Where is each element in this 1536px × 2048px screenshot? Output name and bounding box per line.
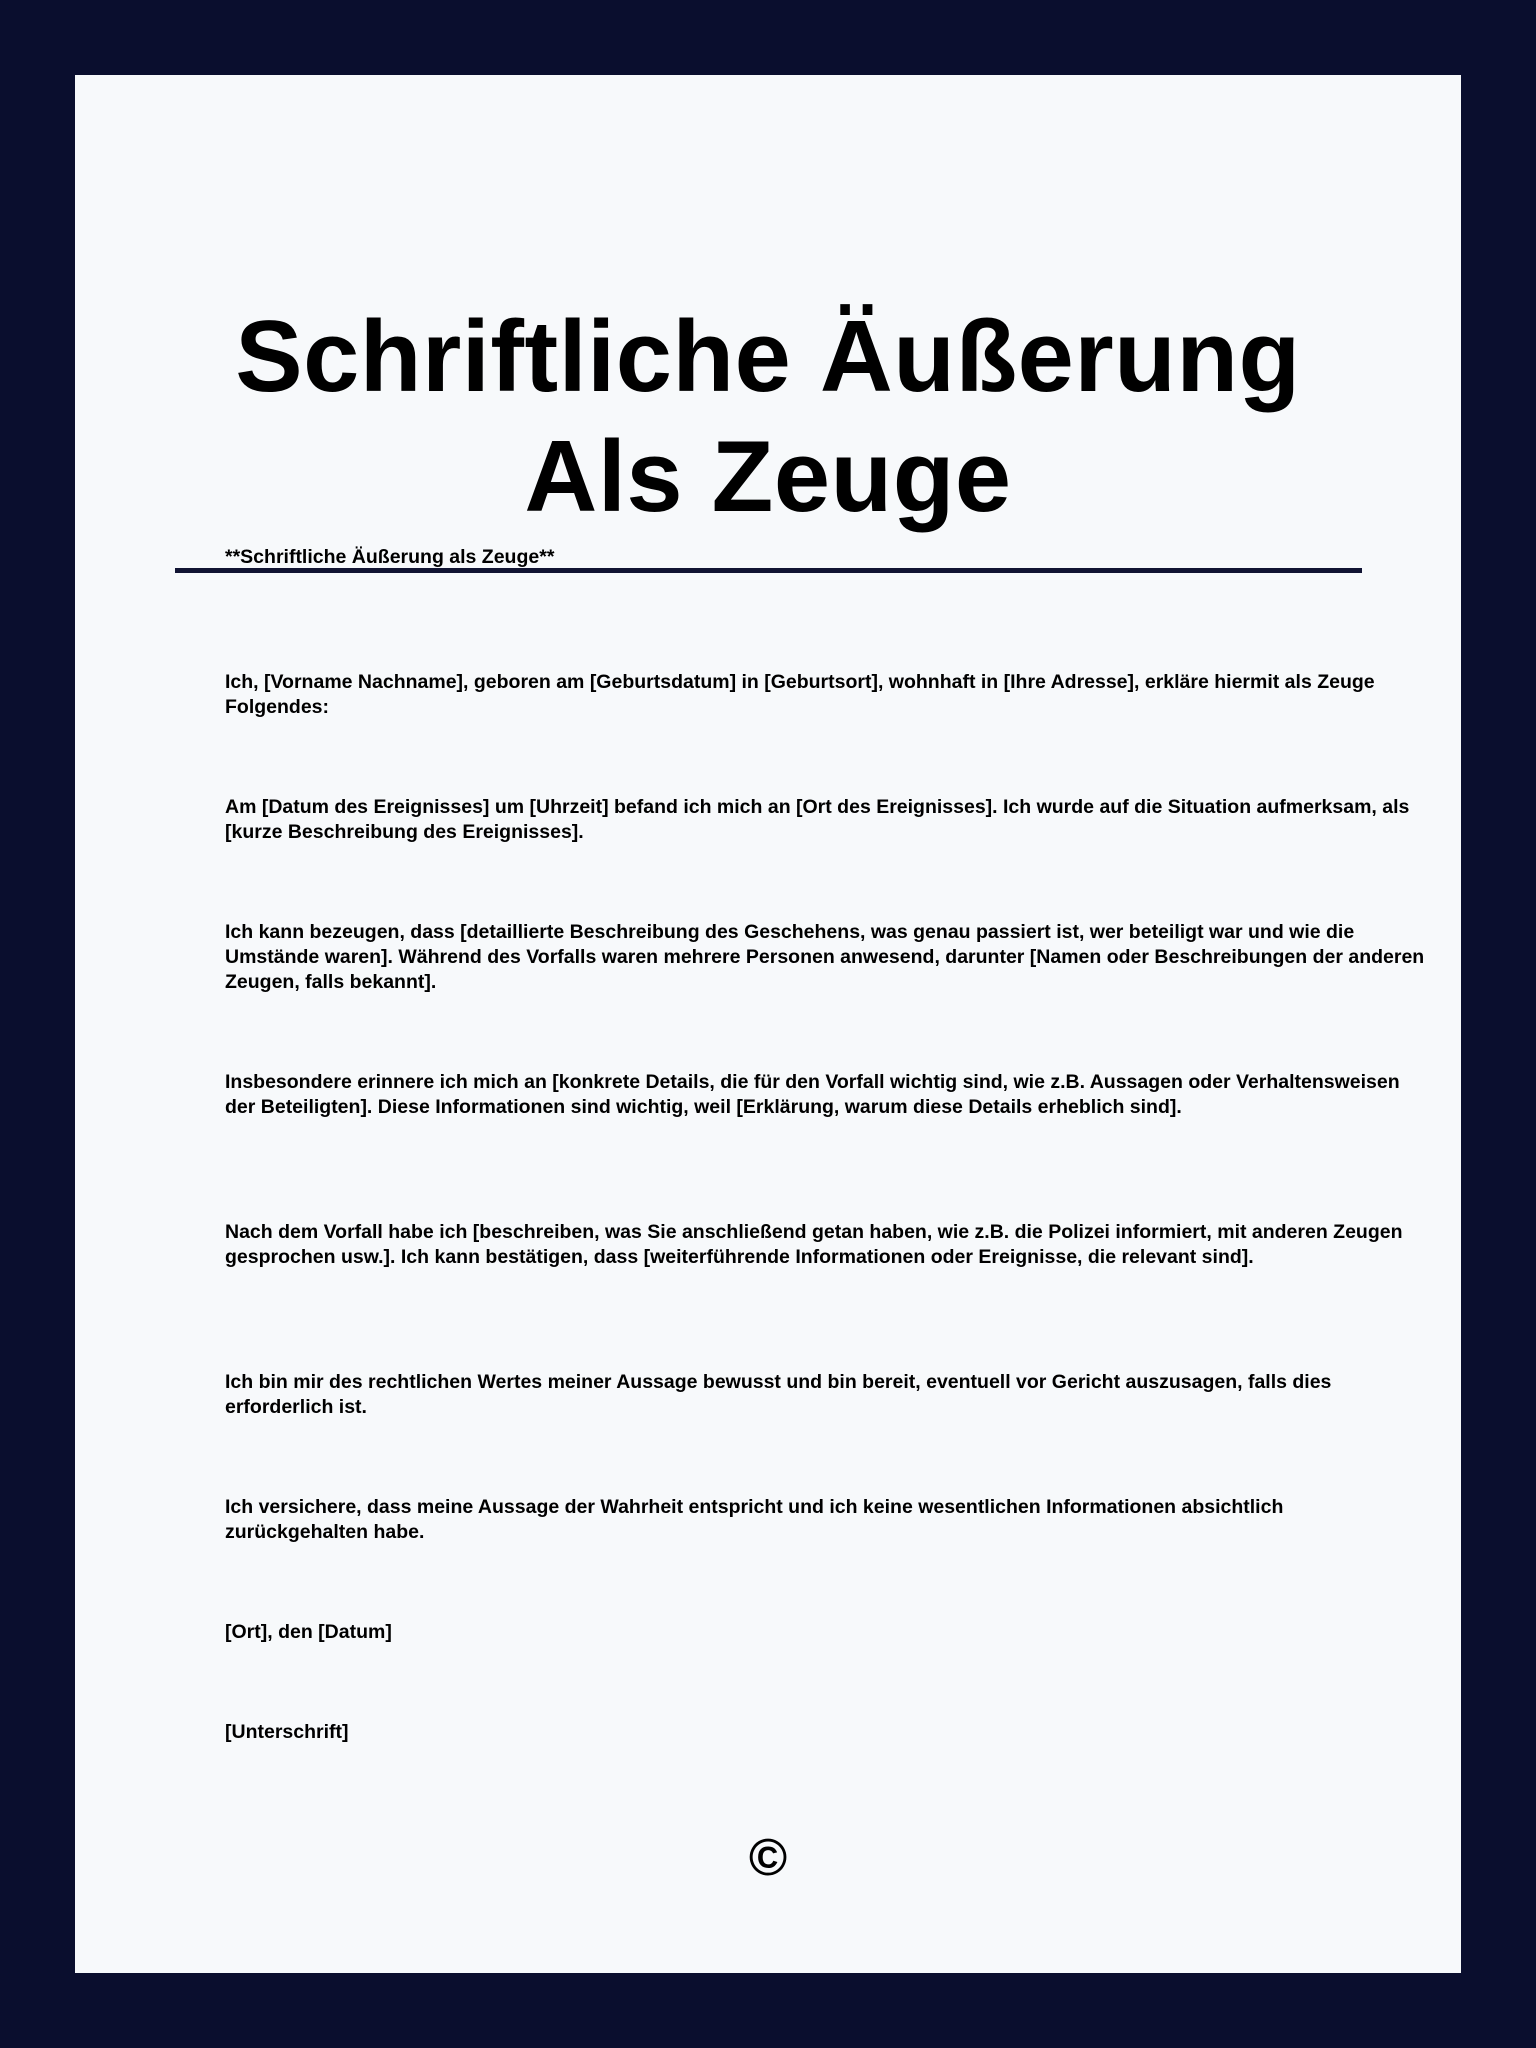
document-title (75, 297, 1461, 537)
signature-line: [Unterschrift] (225, 1721, 349, 1743)
paragraph-5: Nach dem Vorfall habe ich [beschreiben, was Sie anschließend getan haben, wie z.B. die Polizei informiert, mit anderen Zeugen gesprochen usw.]. Ich kann bestätigen, dass [weiterführende Informationen oder Ereignisse, die relevant sind]. (225, 1221, 1403, 1268)
paragraph-3: Ich kann bezeugen, dass [detaillierte Beschreibung des Geschehens, was genau passiert ist, wer beteiligt war und wie die Umstände waren]. Während des Vorfalls waren mehrere Personen anwesend, darunter [Namen oder Beschreibungen der anderen Zeugen, falls bekannt]. (225, 921, 1425, 993)
paragraph-2: Am [Datum des Ereignisses] um [Uhrzeit] befand ich mich an [Ort des Ereignisses]. Ich wurde auf die Situation aufmerksam, als [kurze Beschreibung des Ereignisses]. (225, 796, 1410, 843)
copyright-symbol: © (748, 1829, 788, 1887)
document-page (75, 75, 1461, 1973)
place-date-line: [Ort], den [Datum] (225, 1621, 392, 1643)
paragraph-7: Ich versichere, dass meine Aussage der Wahrheit entspricht und ich keine wesentlichen Informationen absichtlich zurückgehalten habe. (225, 1496, 1284, 1543)
title-line-1: Schriftliche Äußerung (235, 301, 1301, 413)
paragraph-1: Ich, [Vorname Nachname], geboren am [Geburtsdatum] in [Geburtsort], wohnhaft in [Ihre Adresse], erkläre hiermit als Zeuge Folgendes: (225, 671, 1375, 718)
title-line-2: Als Zeuge (524, 421, 1012, 533)
paragraph-4: Insbesondere erinnere ich mich an [konkrete Details, die für den Vorfall wichtig sind, wie z.B. Aussagen oder Verhaltensweisen der Beteiligten]. Diese Informationen sind wichtig, weil [Erklärung, warum diese Details erheblich sind]. (225, 1071, 1400, 1118)
paragraph-6: Ich bin mir des rechtlichen Wertes meiner Aussage bewusst und bin bereit, eventuell vor Gericht auszusagen, falls dies erforderlich ist. (225, 1371, 1332, 1418)
document-heading: **Schriftliche Äußerung als Zeuge** (225, 546, 555, 568)
